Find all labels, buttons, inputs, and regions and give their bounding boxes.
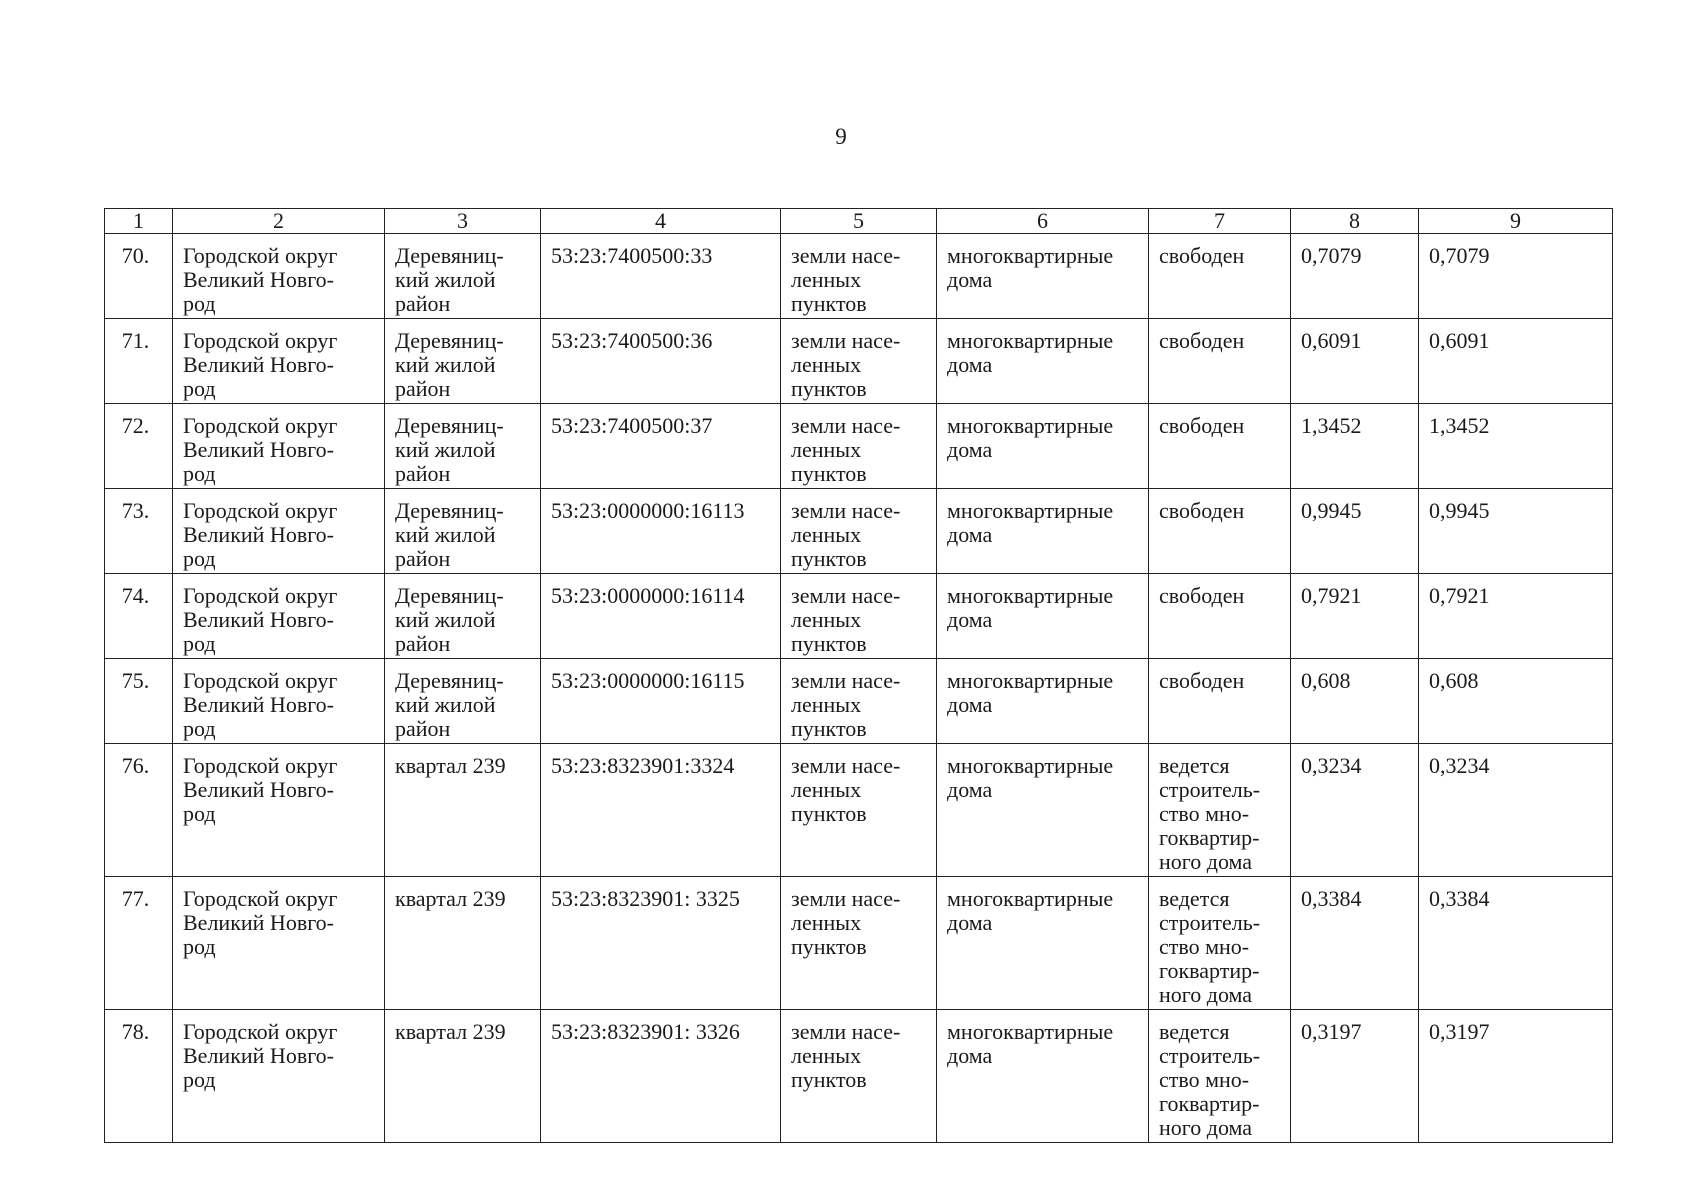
status-cell: ведется строитель- ство мно- гоквартир- ного дома — [1149, 1010, 1291, 1143]
land-category-cell: земли насе- ленных пунктов — [781, 404, 937, 489]
location-cell: квартал 239 — [385, 1010, 541, 1143]
table-row — [105, 319, 1613, 404]
land-category-cell: земли насе- ленных пунктов — [781, 319, 937, 404]
permitted-use-cell: многоквартирные дома — [937, 1010, 1149, 1143]
table-row — [105, 1010, 1613, 1143]
municipality-cell: Городской округ Великий Новго- род — [173, 489, 385, 574]
status-cell: свободен — [1149, 319, 1291, 404]
location-cell: Деревяниц- кий жилой район — [385, 234, 541, 319]
location-cell: Деревяниц- кий жилой район — [385, 404, 541, 489]
status-cell: свободен — [1149, 489, 1291, 574]
table-row — [105, 404, 1613, 489]
status-cell: ведется строитель- ство мно- гоквартир- ного дома — [1149, 877, 1291, 1010]
cadastral-number-cell: 53:23:8323901: 3326 — [541, 1010, 781, 1143]
municipality-cell: Городской округ Великий Новго- род — [173, 574, 385, 659]
header-col-3: 3 — [385, 209, 541, 234]
area-total-cell: 0,3197 — [1291, 1010, 1419, 1143]
area-free-cell: 0,6091 — [1419, 319, 1613, 404]
area-free-cell: 1,3452 — [1419, 404, 1613, 489]
permitted-use-cell: многоквартирные дома — [937, 319, 1149, 404]
permitted-use-cell: многоквартирные дома — [937, 574, 1149, 659]
cadastral-number-cell: 53:23:8323901: 3325 — [541, 877, 781, 1010]
row-number: 72. — [105, 404, 173, 489]
location-cell: Деревяниц- кий жилой район — [385, 489, 541, 574]
row-number: 77. — [105, 877, 173, 1010]
area-total-cell: 0,9945 — [1291, 489, 1419, 574]
cadastral-number-cell: 53:23:7400500:36 — [541, 319, 781, 404]
row-number: 76. — [105, 744, 173, 877]
location-cell: квартал 239 — [385, 877, 541, 1010]
land-category-cell: земли насе- ленных пунктов — [781, 489, 937, 574]
header-col-6: 6 — [937, 209, 1149, 234]
land-category-cell: земли насе- ленных пунктов — [781, 659, 937, 744]
location-cell: квартал 239 — [385, 744, 541, 877]
header-col-8: 8 — [1291, 209, 1419, 234]
land-category-cell: земли насе- ленных пунктов — [781, 877, 937, 1010]
permitted-use-cell: многоквартирные дома — [937, 877, 1149, 1010]
area-free-cell: 0,3384 — [1419, 877, 1613, 1010]
land-category-cell: земли насе- ленных пунктов — [781, 234, 937, 319]
area-total-cell: 1,3452 — [1291, 404, 1419, 489]
permitted-use-cell: многоквартирные дома — [937, 744, 1149, 877]
status-cell: свободен — [1149, 234, 1291, 319]
permitted-use-cell: многоквартирные дома — [937, 489, 1149, 574]
land-plots-table — [104, 208, 1613, 1143]
table-body — [105, 234, 1613, 1143]
cadastral-number-cell: 53:23:7400500:33 — [541, 234, 781, 319]
area-total-cell: 0,3234 — [1291, 744, 1419, 877]
area-total-cell: 0,7079 — [1291, 234, 1419, 319]
row-number: 71. — [105, 319, 173, 404]
area-total-cell: 0,7921 — [1291, 574, 1419, 659]
status-cell: свободен — [1149, 574, 1291, 659]
area-total-cell: 0,3384 — [1291, 877, 1419, 1010]
municipality-cell: Городской округ Великий Новго- род — [173, 234, 385, 319]
table-row — [105, 744, 1613, 877]
table-header — [105, 209, 1613, 234]
table-row — [105, 489, 1613, 574]
area-free-cell: 0,3234 — [1419, 744, 1613, 877]
header-col-9: 9 — [1419, 209, 1613, 234]
area-free-cell: 0,608 — [1419, 659, 1613, 744]
status-cell: ведется строитель- ство мно- гоквартир- ного дома — [1149, 744, 1291, 877]
row-number: 78. — [105, 1010, 173, 1143]
page-number: 9 — [835, 124, 847, 149]
header-col-5: 5 — [781, 209, 937, 234]
table-row — [105, 574, 1613, 659]
header-col-7: 7 — [1149, 209, 1291, 234]
status-cell: свободен — [1149, 404, 1291, 489]
area-free-cell: 0,7921 — [1419, 574, 1613, 659]
permitted-use-cell: многоквартирные дома — [937, 404, 1149, 489]
row-number: 73. — [105, 489, 173, 574]
permitted-use-cell: многоквартирные дома — [937, 659, 1149, 744]
municipality-cell: Городской округ Великий Новго- род — [173, 1010, 385, 1143]
header-row — [105, 209, 1613, 234]
row-number: 74. — [105, 574, 173, 659]
area-free-cell: 0,3197 — [1419, 1010, 1613, 1143]
cadastral-number-cell: 53:23:0000000:16115 — [541, 659, 781, 744]
table-row — [105, 877, 1613, 1010]
location-cell: Деревяниц- кий жилой район — [385, 319, 541, 404]
table-row — [105, 234, 1613, 319]
row-number: 75. — [105, 659, 173, 744]
header-col-1: 1 — [105, 209, 173, 234]
municipality-cell: Городской округ Великий Новго- род — [173, 404, 385, 489]
area-free-cell: 0,9945 — [1419, 489, 1613, 574]
area-total-cell: 0,608 — [1291, 659, 1419, 744]
status-cell: свободен — [1149, 659, 1291, 744]
municipality-cell: Городской округ Великий Новго- род — [173, 744, 385, 877]
cadastral-number-cell: 53:23:7400500:37 — [541, 404, 781, 489]
land-category-cell: земли насе- ленных пунктов — [781, 574, 937, 659]
table-row — [105, 659, 1613, 744]
municipality-cell: Городской округ Великий Новго- род — [173, 659, 385, 744]
cadastral-number-cell: 53:23:8323901:3324 — [541, 744, 781, 877]
land-category-cell: земли насе- ленных пунктов — [781, 1010, 937, 1143]
header-col-2: 2 — [173, 209, 385, 234]
cadastral-number-cell: 53:23:0000000:16113 — [541, 489, 781, 574]
land-category-cell: земли насе- ленных пунктов — [781, 744, 937, 877]
row-number: 70. — [105, 234, 173, 319]
location-cell: Деревяниц- кий жилой район — [385, 659, 541, 744]
area-total-cell: 0,6091 — [1291, 319, 1419, 404]
location-cell: Деревяниц- кий жилой район — [385, 574, 541, 659]
permitted-use-cell: многоквартирные дома — [937, 234, 1149, 319]
area-free-cell: 0,7079 — [1419, 234, 1613, 319]
municipality-cell: Городской округ Великий Новго- род — [173, 319, 385, 404]
header-col-4: 4 — [541, 209, 781, 234]
municipality-cell: Городской округ Великий Новго- род — [173, 877, 385, 1010]
cadastral-number-cell: 53:23:0000000:16114 — [541, 574, 781, 659]
